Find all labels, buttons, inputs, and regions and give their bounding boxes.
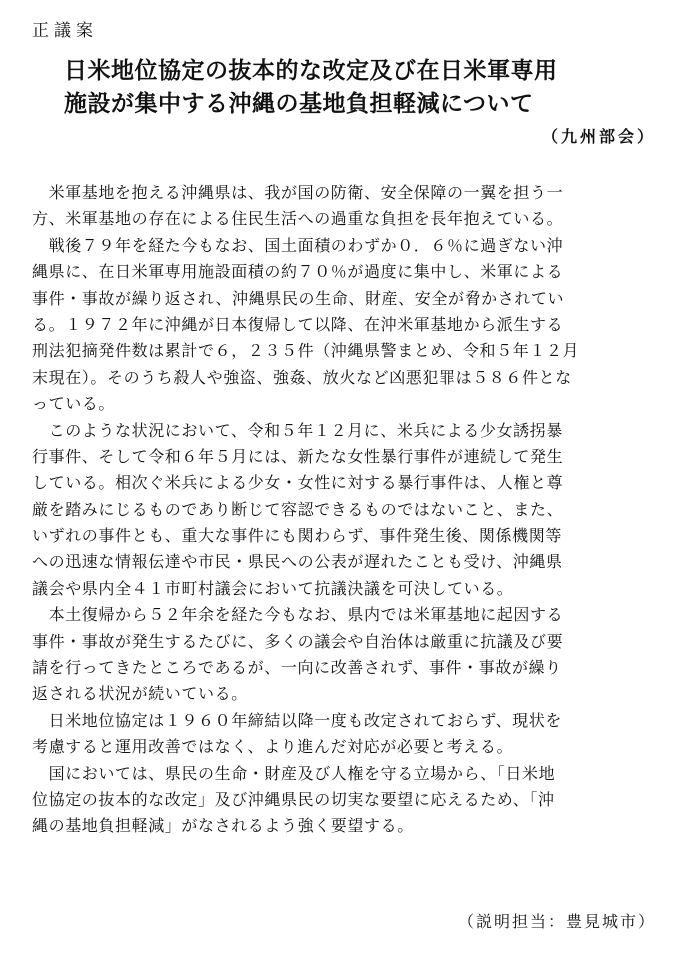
document-body — [32, 180, 672, 840]
body-line: 返される状況が続いている。 — [32, 684, 248, 704]
body-line: への迅速な情報伝達や市民・県民への公表が遅れたことも受け、沖縄県 — [32, 552, 563, 572]
title-line: 施設が集中する沖縄の基地負担軽減について — [64, 91, 534, 117]
body-line: 行事件、そして令和６年５月には、新たな女性暴行事件が連続して発生 — [32, 446, 564, 466]
body-line: 戦後７９年を経た今もなお、国土面積のわずか０．６％に過ぎない沖 — [32, 235, 564, 255]
body-line: いずれの事件とも、重大な事件にも関わらず、事件発生後、関係機関等 — [32, 526, 562, 546]
body-line: っている。 — [32, 394, 116, 414]
proposal-label: 正議案 — [32, 21, 98, 41]
body-line: 位協定の抜本的な改定」及び沖縄県民の切実な要望に応えるため、「沖 — [32, 789, 555, 809]
body-line: 請を行ってきたところであるが、一向に改善されず、事件・事故が繰り — [32, 658, 562, 678]
body-line: 縄の基地負担軽減」がなされるよう強く要望する。 — [32, 816, 414, 836]
body-line: 方、米軍基地の存在による住民生活への過重な負担を長年抱えている。 — [32, 209, 564, 229]
body-line: 考慮すると運用改善ではなく、より進んだ対応が必要と考える。 — [32, 737, 514, 757]
body-line: 本土復帰から５２年余を経た今もなお、県内では米軍基地に起因する — [32, 605, 564, 625]
body-line: している。相次ぐ米兵による少女・女性に対する暴行事件は、人権と尊 — [32, 473, 564, 493]
body-line: 事件・事故が発生するたびに、多くの議会や自治体は厳重に抗議及び要 — [32, 631, 564, 651]
document-title — [64, 55, 684, 121]
body-line: 縄県に、在日米軍専用施設面積の約７０％が過度に集中し、米軍による — [32, 262, 564, 282]
body-line: 厳を踏みにじるものであり断じて容認できるものではないこと、また、 — [32, 499, 564, 519]
presenter-label: （説明担当：豊見城市） — [457, 912, 656, 931]
title-line: 日米地位協定の抜本的な改定及び在日米軍専用 — [64, 58, 558, 84]
body-line: 末現在）。そのうち殺人や強盗、強姦、放火など凶悪犯罪は５８６件とな — [32, 367, 572, 387]
body-line: 事件・事故が繰り返され、沖縄県民の生命、財産、安全が脅かされてい — [32, 288, 565, 308]
body-line: このような状況において、令和５年１２月に、米兵による少女誘拐暴 — [32, 420, 563, 440]
body-line: 刑法犯摘発件数は累計で６，２３５件（沖縄県警まとめ、令和５年１２月 — [32, 341, 580, 361]
body-line: 国においては、県民の生命・財産及び人権を守る立場から、「日米地 — [32, 763, 556, 783]
division-label: （九州部会） — [541, 127, 656, 146]
body-line: 議会や県内全４１市町村議会において抗議決議を可決している。 — [32, 578, 514, 598]
body-line: 米軍基地を抱える沖縄県は、我が国の防衛、安全保障の一翼を担う一 — [32, 183, 564, 202]
body-line: る。１９７２年に沖縄が日本復帰して以降、在沖米軍基地から派生する — [32, 314, 564, 334]
body-line: 日米地位協定は１９６０年締結以降一度も改定されておらず、現状を — [32, 710, 562, 730]
